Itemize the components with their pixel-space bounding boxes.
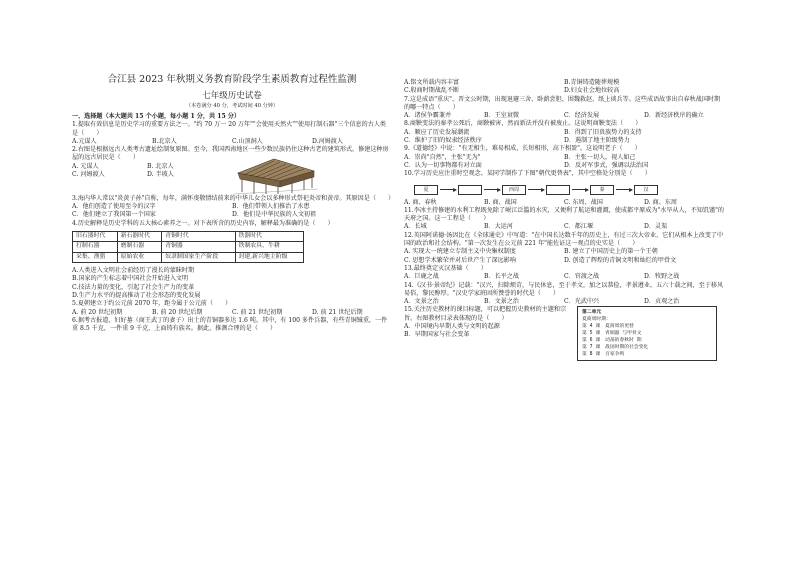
- option-a[interactable]: A．诸侯争霸兼并: [404, 112, 452, 120]
- dynasty-box: 西周: [502, 185, 526, 195]
- table-row: [73, 252, 304, 262]
- question-stem: 6.据考古报道，妇好墓（商王武丁的妻子）出土的青铜器多达 1.6 吨。其中，有 100 多件兵器，有些青铜铖重，一件重 8.5 千克，一件重 9 千克，上面铸有族名。据此，推测合理的是（ ）: [72, 316, 388, 333]
- question-stem: 7.这是成语"重庆"、晋文公时期，出现退避三舍、卧薪尝胆、围魏救赵、纸上谈兵等。这些成语故事出自春秋战国时期的哪一特点（ ）: [404, 95, 721, 111]
- toc-item: 第 5 课 青铜器 与甲骨文: [582, 331, 642, 337]
- question-13: [404, 265, 724, 282]
- stilt-house-illustration: [230, 157, 320, 195]
- option-c[interactable]: C.山顶洞人: [232, 137, 263, 145]
- option-d[interactable]: D．他们是中华民族的人文初祖: [232, 211, 317, 219]
- question-2: [72, 146, 392, 195]
- option-a[interactable]: A．他们创造了使用至今的汉字: [72, 203, 156, 211]
- toc-item: 第 4 课 夏商周的更替: [582, 324, 634, 330]
- arrow-icon: [572, 189, 588, 190]
- question-8: [404, 120, 724, 145]
- option-a[interactable]: A.元谋人: [72, 137, 97, 145]
- option-a[interactable]: A．中国境内早期人类与文明的起源: [404, 323, 500, 331]
- options: [72, 309, 392, 317]
- question-stem: 13.最终奠定灭汉基础（ ）: [404, 264, 487, 272]
- left-column: [72, 74, 395, 334]
- table-cell: 原始农业: [117, 252, 162, 262]
- option-b[interactable]: B．文景之治: [484, 298, 519, 306]
- option-d[interactable]: D. 商、东周: [644, 198, 677, 206]
- option-b[interactable]: B．长平之战: [484, 273, 519, 281]
- option-b[interactable]: B. 北京人: [147, 162, 174, 170]
- question-stem: 11.李冰主持修建的水利工程既免除了岷江泛滥的水灾，又便利了航运和灌溉，使成都平原成为"水旱从人，不知饥馑"的天府之国。这一工程是（ ）: [404, 206, 724, 223]
- option-b[interactable]: B. 建立了中国历史上的第一个王朝: [564, 248, 658, 256]
- question-9: [404, 145, 724, 170]
- question-1: [72, 121, 392, 146]
- option-d[interactable]: D．反对军事式，强调以法治国: [564, 161, 649, 169]
- section-heading: 一、选择题（本大题共 15 个小题，每小题 1 分，共 15 分）: [72, 113, 240, 120]
- option-a[interactable]: A．文景之治: [404, 298, 439, 306]
- option-b[interactable]: B．早期国家与社会变革: [404, 331, 470, 339]
- option-c[interactable]: C.技法力量的变化，引起了社会生产力的变革: [72, 283, 195, 291]
- option-b[interactable]: B．大运河: [484, 223, 513, 231]
- option-b[interactable]: B．他们带领人们推治了水患: [232, 203, 310, 211]
- option-b[interactable]: B．得到了旧贵族势力的支持: [564, 128, 642, 136]
- question-stem: 8.商鞅变法的秦孝公死后，商鞅被害，然而新法并没有被废止。这说明商鞅变法（ ）: [404, 120, 642, 128]
- question-3: [72, 194, 395, 220]
- option-d[interactable]: D.河姆渡人: [312, 137, 343, 145]
- table-cell: 打制石器: [73, 242, 118, 252]
- option-a[interactable]: A. 前 20 世纪初期: [72, 308, 123, 316]
- option-d[interactable]: D．牧野之战: [644, 273, 680, 281]
- options: [404, 154, 724, 171]
- arrow-icon: [440, 189, 456, 190]
- options: [404, 223, 724, 231]
- options: [72, 138, 392, 146]
- question-stem: 5.夏朝建立于约公元前 2070 年，距今属于公元前（ ）: [72, 300, 232, 308]
- toc-item: 第 7 课 战国时期的社会变化: [582, 345, 649, 351]
- question-stem: 3.海内华人常以"炎黄子孙"自称，每年，满怀虔敬情结前来的中华儿女会以多种形式祭祀炎帝和黄帝。其原因是（ ）: [72, 194, 395, 202]
- option-b[interactable]: B.国家的产生标志着中国社会开始进入文明: [72, 275, 189, 283]
- options: [72, 203, 392, 220]
- option-a[interactable]: A．长城: [404, 223, 427, 231]
- table-cell: 封建,新兴地主阶级: [235, 252, 304, 262]
- toc-item: 第 8 课 百家争鸣: [582, 352, 625, 358]
- table-cell: 新石器时代: [117, 231, 162, 241]
- option-b[interactable]: B.北京人: [152, 137, 177, 145]
- option-a[interactable]: A．崇尚"自然"，主张"无为": [404, 153, 481, 161]
- question-6: [72, 317, 392, 334]
- option-c[interactable]: C. 前 21 世纪初期: [232, 308, 283, 316]
- option-d[interactable]: D．贞观之治: [644, 298, 680, 306]
- question-7: [404, 96, 724, 121]
- options: [404, 273, 724, 281]
- option-a[interactable]: A.铭文所载内容丰富: [404, 79, 460, 86]
- question-6-options: [404, 79, 724, 96]
- option-d[interactable]: D. 半坡人: [147, 171, 174, 179]
- question-stem: 12.英国阿诺德·汤因比在《全球通史》中写道："在中国长达数千年的历史上，有过三次大帝业，它们从根本上改变了中国的政治和社会结构。"第一次发生在公元前 221 年"能佐证这一观点的史实是（ ）: [404, 231, 724, 248]
- question-11: [404, 207, 724, 232]
- option-c[interactable]: C. 思想学术繁荣并对后世产生了深远影响: [404, 256, 516, 264]
- arrow-icon: [616, 189, 632, 190]
- option-d[interactable]: D．遏制了地主阶级势力: [564, 137, 630, 145]
- option-b[interactable]: B．王室衰微: [484, 112, 519, 120]
- question-stem: 10.学习历史应注重时空观念。某同学制作了下图"朝代更替表"，其中空格处分别是（ ）: [404, 170, 651, 178]
- option-d[interactable]: D.妇女社会地位较高: [564, 87, 620, 95]
- option-c[interactable]: C. 河姆渡人: [72, 171, 105, 179]
- options: [404, 248, 724, 265]
- option-d[interactable]: D. 前 21 世纪后期: [312, 308, 363, 316]
- table-cell: 铁制农具、牛耕: [235, 242, 304, 252]
- option-c[interactable]: C．官渡之战: [564, 273, 600, 281]
- toc-item: 第 6 课 动荡的春秋时 期: [582, 338, 642, 344]
- question-4: [72, 220, 392, 301]
- option-a[interactable]: A. 实现大一统建立专制主义中央集权制度: [404, 248, 516, 256]
- option-b[interactable]: B.青铜铸造随葬规模: [564, 79, 620, 86]
- table-cell: 铁器时代: [235, 231, 304, 241]
- option-c[interactable]: C．光武中兴: [564, 298, 600, 306]
- option-d[interactable]: D．灵渠: [644, 223, 668, 231]
- exam-title: 合江县 2023 年秋期义务教育阶段学生素质教育过程性监测: [107, 74, 357, 85]
- option-c[interactable]: C．都江堰: [564, 223, 594, 231]
- table-row: [73, 231, 304, 241]
- option-d[interactable]: D.生产力水平的提高推动了社会形态的变化发展: [72, 292, 201, 300]
- question-12: [404, 232, 724, 265]
- table-cell: 奴隶制国家生产阶段: [162, 252, 235, 262]
- options: [404, 199, 724, 207]
- option-d[interactable]: D．新经济秩序的确立: [644, 112, 704, 120]
- options: [72, 267, 392, 300]
- right-column: [404, 79, 724, 361]
- option-b[interactable]: B. 前 20 世纪后期: [152, 308, 203, 316]
- option-c[interactable]: C．他们建立了我国第一个国家: [72, 211, 156, 219]
- table-cell: 青铜器: [162, 242, 235, 252]
- toc-subtitle: 夏商周时期：: [582, 317, 611, 323]
- table-cell: 青铜时代: [162, 231, 235, 241]
- dynasty-box-blank: [458, 185, 482, 195]
- option-a[interactable]: A．顺应了历史发展潮流: [404, 128, 470, 136]
- table-cell: 旧石器时代: [73, 231, 118, 241]
- exam-subtitle: 七年级历史试卷: [202, 91, 262, 101]
- option-a[interactable]: A．巨鹿之战: [404, 273, 439, 281]
- dynasty-box: 汉: [634, 185, 658, 195]
- option-b[interactable]: B．主张一切人，视人如己: [564, 153, 636, 161]
- question-5: [72, 300, 392, 317]
- exam-note: （本卷满分 40 分，考试时间 40 分钟）: [185, 103, 279, 109]
- question-14: [404, 282, 724, 307]
- option-c[interactable]: C.殷商时期战乱不断: [404, 87, 460, 95]
- arrow-icon: [484, 189, 500, 190]
- options: [72, 163, 222, 180]
- option-a[interactable]: A. 商、春秋: [404, 198, 437, 206]
- option-c[interactable]: C. 东周、战国: [564, 198, 603, 206]
- question-stem: 4.历史解释是历史学科的五大核心素养之一。对下表所含的历史内容，解释最为准确的是（ ）: [72, 219, 334, 227]
- textbook-contents-box: [577, 306, 717, 361]
- option-b[interactable]: B. 商、战国: [484, 198, 517, 206]
- table-cell: 磨制石器: [117, 242, 162, 252]
- question-stem: 15.关注历史教材的课目标题，可以把握历史教材的主题和宗旨。右图教材目录表体现的是（ ）: [404, 306, 567, 322]
- question-15: [404, 306, 724, 361]
- dynasty-box: 秦: [590, 185, 614, 195]
- option-c[interactable]: C．经济发展: [564, 112, 600, 120]
- question-stem: 1.提取有效信息是历史学习的重要方法之一。"约 70 万一 20 万年""会使用天然火""使用打制石器"三个信息的古人类是（ ）: [72, 121, 387, 137]
- dynasty-box-blank: [546, 185, 570, 195]
- question-10: [404, 170, 724, 207]
- table-cell: 采集、渔猎: [73, 252, 118, 262]
- option-c[interactable]: C．维护了旧的奴隶经济秩序: [404, 137, 482, 145]
- table-row: [73, 242, 304, 252]
- option-a[interactable]: A. 元谋人: [72, 162, 99, 170]
- arrow-icon: [528, 189, 544, 190]
- question-stem: 14.《汉书·景帝纪》记载："汉兴，扫除烦苛，与民休息，至于孝文，加之以恭俭，孝景遵业，五六十载之间，至于移风易俗，黎民醇厚。"汉史学家班固所赞誉的时代是（ ）: [404, 281, 724, 297]
- toc-title: 第二单元: [582, 310, 602, 316]
- option-c[interactable]: C．认为一切事物都有对立面: [404, 161, 482, 169]
- option-d[interactable]: D. 创造了辉煌的青铜文明和灿烂的甲骨文: [564, 256, 677, 264]
- options: [404, 129, 724, 146]
- history-table: [72, 231, 304, 263]
- dynasty-box: 夏: [414, 185, 438, 195]
- question-stem: 2.右图是根据远古人类考古遗址绘制复原图。至今，我国西南地区一些少数民族仍住这种古老的建筑形式。修建这种房屋的远古居民是（ ）: [72, 146, 389, 162]
- dynasty-flow-diagram: [414, 185, 724, 195]
- option-a[interactable]: A.人类进入文明社会前经历了漫长的蒙昧时期: [72, 267, 195, 275]
- question-stem: 9.《道德经》中说："有无相生，难易相成，长短相形，高下相盈"。这说明老子（ ）: [404, 145, 641, 153]
